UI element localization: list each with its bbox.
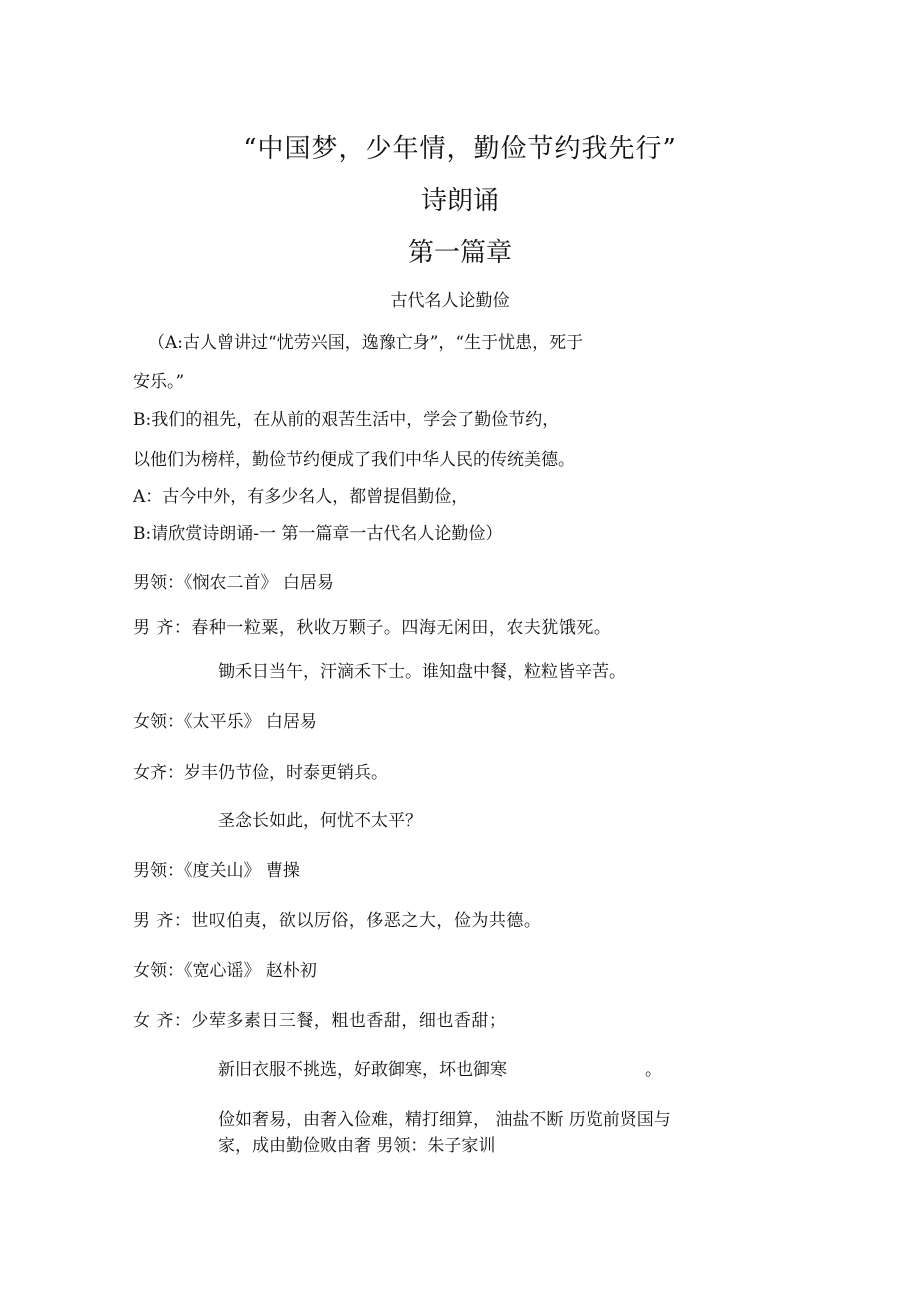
- poem-verse-4c: 俭如奢易，由奢入俭难，精打细算， 油盐不断 历览前贤国与: [218, 1110, 671, 1130]
- poem-verse-3a: 男 齐：世叹伯夷，欲以厉俗，侈恶之大，俭为共德。: [133, 911, 542, 931]
- poem-verse-4b: 新旧衣服不挑选，好敢御寒，坏也御寒: [218, 1060, 507, 1080]
- section-heading: 古代名人论勤俭: [390, 291, 510, 311]
- poem-verse-4b-period: 。: [645, 1060, 662, 1080]
- poem-verse-2b: 圣念长如此，何忧不太平？: [218, 811, 422, 831]
- chapter-heading: 第一篇章: [407, 238, 512, 268]
- poem-lead-4: 女领：《宽心谣》 赵朴初: [133, 961, 317, 981]
- poem-verse-1b: 锄禾日当午，汗滴禾下士。谁知盘中餐，粒粒皆辛苦。: [218, 662, 626, 682]
- intro-line-5: A：古今中外，有多少名人，都曾提倡勤俭，: [133, 487, 469, 507]
- document-title: “中国梦，少年情，勤俭节约我先行”: [243, 134, 677, 164]
- poem-lead-3: 男领：《度关山》 曹操: [133, 861, 300, 881]
- poem-verse-1a: 男 齐：春种一粒粟，秋收万颗子。四海无闲田，农夫犹饿死。: [133, 618, 612, 638]
- poem-lead-2: 女领：《太平乐》 白居易: [133, 712, 317, 732]
- poem-verse-2a: 女齐：岁丰仍节俭，时泰更销兵。: [133, 763, 388, 783]
- poem-lead-1: 男领：《悯农二首》 白居易: [133, 573, 334, 593]
- poem-verse-4a: 女 齐：少荤多素日三餐，粗也香甜，细也香甜；: [133, 1011, 507, 1031]
- intro-line-4: 以他们为榜样，勤俭节约便成了我们中华人民的传统美德。: [133, 450, 575, 470]
- intro-line-1: （A:古人曾讲过“忧劳兴国，逸豫亡身”，“生于忧患，死于: [148, 333, 584, 353]
- poem-verse-4d: 家，成由勤俭败由奢 男领：朱子家训: [218, 1136, 496, 1156]
- intro-line-3: B:我们的祖先，在从前的艰苦生活中，学会了勤俭节约，: [133, 410, 560, 430]
- intro-line-6: B:请欣赏诗朗诵-一 第一篇章一古代名人论勤俭）: [133, 524, 503, 544]
- intro-line-2: 安乐。”: [133, 372, 185, 392]
- document-subtitle: 诗朗诵: [420, 186, 499, 216]
